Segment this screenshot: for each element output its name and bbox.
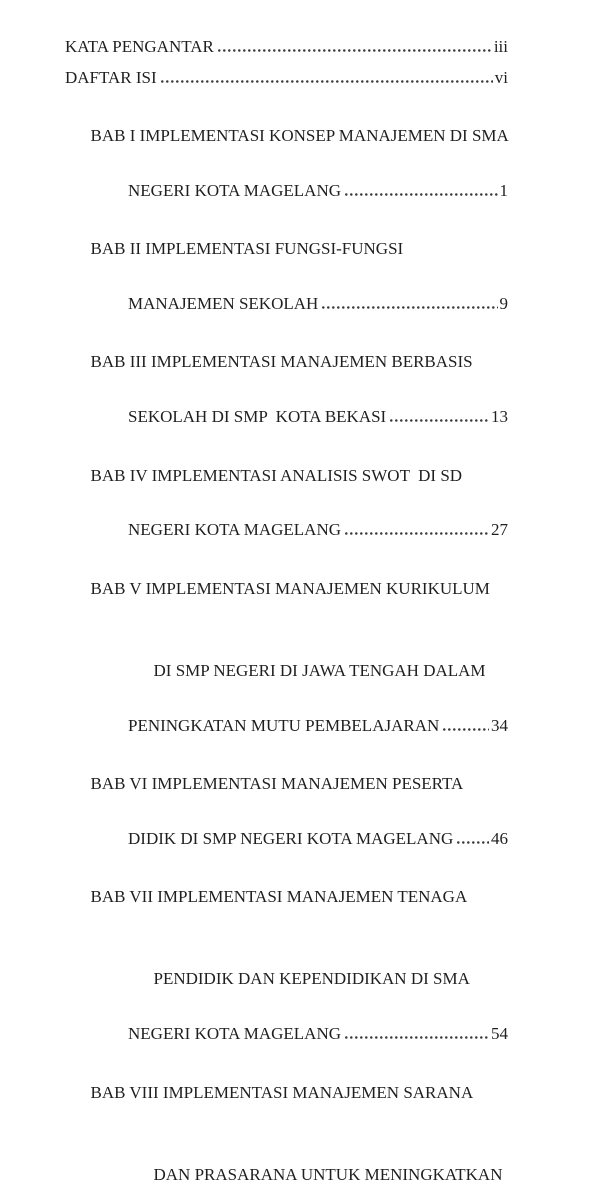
toc-line xyxy=(65,64,508,91)
dot-leader xyxy=(345,532,489,535)
dot-leader xyxy=(345,1036,489,1039)
toc-line xyxy=(65,321,508,403)
toc-line xyxy=(65,743,508,825)
toc-entry-title: BAB V IMPLEMENTASI MANAJEMEN KURIKULUM xyxy=(90,578,490,598)
toc-entry-title: BAB VI IMPLEMENTASI MANAJEMEN PESERTA xyxy=(90,774,464,794)
toc-entry-title-continued: PENINGKATAN MUTU PEMBELAJARAN xyxy=(128,715,440,735)
toc-line xyxy=(65,95,508,177)
page-number: 34 xyxy=(491,715,508,735)
toc-entry xyxy=(65,64,508,91)
toc-entry-title-continued: DAN PRASARANA UNTUK MENINGKATKAN xyxy=(153,1164,503,1184)
toc-line xyxy=(128,1133,508,1200)
toc-entry xyxy=(65,321,508,431)
toc-line xyxy=(65,434,508,516)
toc-line xyxy=(128,938,508,1020)
toc-line xyxy=(128,516,508,543)
toc-entry xyxy=(65,434,508,544)
toc-entry-title-continued: SEKOLAH DI SMP KOTA BEKASI xyxy=(128,407,387,427)
toc-entry-title: BAB IV IMPLEMENTASI ANALISIS SWOT DI SD xyxy=(90,465,463,485)
toc-entry xyxy=(65,208,508,318)
page-number: 13 xyxy=(491,407,508,427)
toc-line xyxy=(128,290,508,317)
dot-leader xyxy=(390,419,489,422)
toc-line xyxy=(65,33,508,60)
dot-leader xyxy=(218,49,492,52)
toc-entry-title: BAB II IMPLEMENTASI FUNGSI-FUNGSI xyxy=(90,239,404,259)
dot-leader xyxy=(345,193,497,196)
toc-line xyxy=(65,208,508,290)
toc-entry xyxy=(65,743,508,853)
toc-entry-title-continued: NEGERI KOTA MAGELANG xyxy=(128,520,342,540)
toc-line xyxy=(128,712,508,739)
toc-entry-title: KATA PENGANTAR xyxy=(65,37,214,56)
page-number: 1 xyxy=(499,181,508,201)
toc-line xyxy=(65,1051,508,1133)
toc-entry-title: DAFTAR ISI xyxy=(65,67,157,87)
toc-line xyxy=(128,177,508,204)
toc-entry-title-continued: MANAJEMEN SEKOLAH xyxy=(128,294,319,314)
page-number: 54 xyxy=(491,1024,508,1044)
dot-leader xyxy=(322,306,497,309)
toc-entry-title-continued: DI SMP NEGERI DI JAWA TENGAH DALAM xyxy=(153,660,486,680)
toc-entry xyxy=(65,547,508,739)
dot-leader xyxy=(161,80,493,83)
page-number: 27 xyxy=(491,520,508,540)
toc-line xyxy=(65,856,508,938)
toc-line xyxy=(128,630,508,712)
toc-entry-title: BAB VIII IMPLEMENTASI MANAJEMEN SARANA xyxy=(90,1082,474,1102)
toc-line xyxy=(65,547,508,629)
page-number: 9 xyxy=(499,294,508,314)
toc-entry-title: BAB VII IMPLEMENTASI MANAJEMEN TENAGA xyxy=(90,887,468,907)
page-number: 46 xyxy=(491,828,508,848)
toc-entry-title-continued: NEGERI KOTA MAGELANG xyxy=(128,1024,342,1044)
toc-entry xyxy=(65,95,508,205)
toc-entry xyxy=(65,1051,508,1200)
dot-leader xyxy=(443,728,489,731)
toc-entry-title-continued: NEGERI KOTA MAGELANG xyxy=(128,181,342,201)
toc-line xyxy=(128,403,508,430)
page-number: vi xyxy=(494,67,508,87)
toc-line xyxy=(128,825,508,852)
toc-entry xyxy=(65,33,508,60)
page-number: iii xyxy=(493,37,508,56)
dot-leader xyxy=(457,841,489,844)
toc-entry-title: BAB III IMPLEMENTASI MANAJEMEN BERBASIS xyxy=(90,352,473,372)
toc-entry-title: BAB I IMPLEMENTASI KONSEP MANAJEMEN DI SMA xyxy=(90,126,509,146)
toc-entry xyxy=(65,856,508,1048)
toc-entry-title-continued: PENDIDIK DAN KEPENDIDIKAN DI SMA xyxy=(153,969,470,989)
toc-line xyxy=(128,1020,508,1047)
toc-entry-title-continued: DIDIK DI SMP NEGERI KOTA MAGELANG xyxy=(128,828,454,848)
